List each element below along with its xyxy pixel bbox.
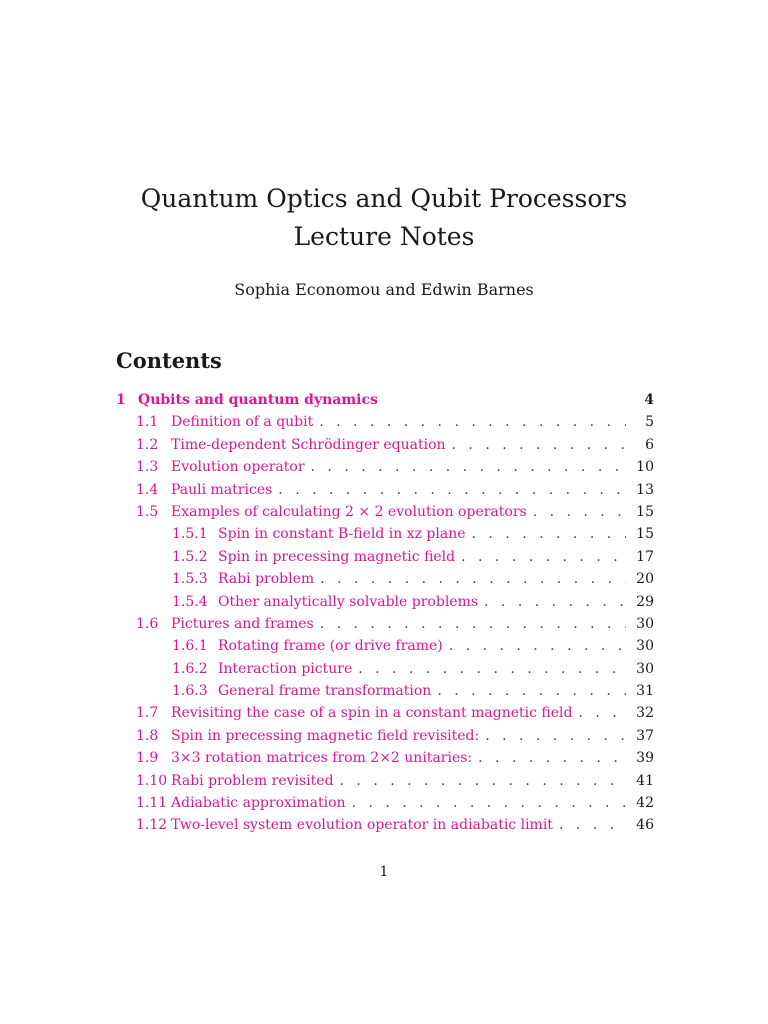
toc-entry-page[interactable]: 15 (636, 503, 654, 520)
toc-entry-page[interactable]: 46 (636, 817, 654, 834)
title-line-2: Lecture Notes (293, 222, 475, 251)
toc-entry-page[interactable]: 10 (636, 459, 654, 476)
toc-leader-dots (478, 750, 626, 766)
toc-entry-title[interactable]: Spin in precessing magnetic field revisited: (171, 727, 480, 744)
toc-entry-number: 1.5.3 (172, 571, 208, 588)
toc-entry-title[interactable]: General frame transformation (218, 683, 432, 700)
toc-leader-dots (461, 549, 626, 565)
toc-leader-dots (358, 661, 626, 677)
toc-entry-title[interactable]: Revisiting the case of a spin in a constant magnetic field (171, 705, 573, 722)
toc-entry-number: 1.11 (136, 795, 168, 812)
toc-entry-page[interactable]: 6 (645, 436, 654, 453)
toc-entry-1-1[interactable] (116, 414, 654, 436)
toc-entry-page[interactable]: 41 (636, 772, 654, 789)
toc-entry-page[interactable]: 4 (644, 392, 654, 408)
toc-entry-1-9[interactable] (116, 750, 654, 772)
toc-entry-page[interactable]: 15 (636, 526, 654, 543)
toc-entry-number: 1.8 (136, 727, 159, 744)
toc-entry-title[interactable]: Spin in precessing magnetic field (218, 548, 456, 565)
toc-leader-dots (278, 482, 626, 498)
table-of-contents (116, 392, 654, 840)
toc-entry-page[interactable]: 5 (645, 414, 654, 431)
toc-entry-title[interactable]: Qubits and quantum dynamics (138, 392, 378, 408)
toc-entry-number: 1.4 (136, 481, 159, 498)
toc-entry-title[interactable]: Definition of a qubit (171, 414, 314, 431)
toc-entry-1-3[interactable] (116, 459, 654, 481)
toc-entry-page[interactable]: 37 (636, 727, 654, 744)
toc-entry-page[interactable]: 30 (636, 638, 654, 655)
toc-entry-page[interactable]: 20 (636, 571, 654, 588)
toc-leader-dots (449, 638, 626, 654)
toc-entry-title[interactable]: Examples of calculating 2 × 2 evolution operators (171, 503, 527, 520)
toc-entry-title[interactable]: Spin in constant B-field in xz plane (218, 526, 466, 543)
toc-entry-page[interactable]: 31 (636, 683, 654, 700)
toc-entry-1-12[interactable] (116, 817, 654, 839)
toc-entry-title[interactable]: Time-dependent Schrödinger equation (171, 436, 446, 453)
toc-entry-1-8[interactable] (116, 728, 654, 750)
toc-entry-number: 1.6.2 (172, 660, 208, 677)
toc-entry-number: 1.5.1 (172, 526, 208, 543)
toc-entry-title[interactable]: Two-level system evolution operator in adiabatic limit (171, 817, 553, 834)
toc-entry-title[interactable]: Rotating frame (or drive frame) (218, 638, 443, 655)
toc-entry-title[interactable]: Rabi problem (218, 571, 315, 588)
toc-entry-1-5-3[interactable] (116, 571, 654, 593)
toc-entry-1-5-2[interactable] (116, 549, 654, 571)
toc-entry-1-5[interactable] (116, 504, 654, 526)
toc-entry-number: 1.7 (136, 705, 159, 722)
toc-leader-dots (340, 773, 626, 789)
toc-entry-number: 1.3 (136, 459, 159, 476)
toc-entry-title[interactable]: 3×3 rotation matrices from 2×2 unitaries: (171, 750, 473, 767)
toc-entry-title[interactable]: Adiabatic approximation (171, 795, 346, 812)
toc-entry-page[interactable]: 30 (636, 615, 654, 632)
toc-entry-page[interactable]: 29 (636, 593, 654, 610)
toc-entry-1-6[interactable] (116, 616, 654, 638)
contents-heading: Contents (116, 348, 222, 373)
toc-entry-1-5-1[interactable] (116, 526, 654, 548)
toc-leader-dots (320, 616, 626, 632)
toc-entry-page[interactable]: 17 (636, 548, 654, 565)
toc-entry-1-2[interactable] (116, 437, 654, 459)
document-title (0, 180, 768, 256)
toc-entry-page[interactable]: 32 (636, 705, 654, 722)
toc-entry-number: 1.5.2 (172, 548, 208, 565)
toc-entry-page[interactable]: 30 (636, 660, 654, 677)
toc-entry-1-6-3[interactable] (116, 683, 654, 705)
toc-entry-number: 1.2 (136, 436, 159, 453)
toc-entry-title[interactable]: Rabi problem revisited (171, 772, 334, 789)
toc-entry-1-6-1[interactable] (116, 638, 654, 660)
toc-leader-dots (352, 795, 626, 811)
toc-entry-1[interactable] (116, 392, 654, 414)
toc-entry-title[interactable]: Pauli matrices (171, 481, 273, 498)
toc-entry-1-6-2[interactable] (116, 661, 654, 683)
toc-entry-number: 1.6 (136, 615, 159, 632)
toc-leader-dots (319, 414, 626, 430)
toc-leader-dots (533, 504, 626, 520)
toc-entry-page[interactable]: 39 (636, 750, 654, 767)
toc-entry-number: 1.9 (136, 750, 159, 767)
toc-entry-1-7[interactable] (116, 705, 654, 727)
toc-entry-title[interactable]: Interaction picture (218, 660, 353, 677)
toc-entry-title[interactable]: Pictures and frames (171, 615, 314, 632)
toc-entry-1-11[interactable] (116, 795, 654, 817)
toc-entry-number: 1.1 (136, 414, 159, 431)
toc-entry-1-5-4[interactable] (116, 594, 654, 616)
toc-entry-title[interactable]: Other analytically solvable problems (218, 593, 479, 610)
toc-leader-dots (472, 526, 626, 542)
toc-leader-dots (484, 594, 626, 610)
toc-leader-dots (559, 817, 626, 833)
authors: Sophia Economou and Edwin Barnes (234, 280, 534, 299)
toc-entry-1-10[interactable] (116, 773, 654, 795)
toc-leader-dots (485, 728, 626, 744)
toc-entry-page[interactable]: 13 (636, 481, 654, 498)
toc-leader-dots (437, 683, 626, 699)
toc-entry-number: 1.12 (136, 817, 168, 834)
toc-entry-page[interactable]: 42 (636, 795, 654, 812)
toc-entry-number: 1.10 (136, 772, 168, 789)
toc-leader-dots (320, 571, 626, 587)
toc-leader-dots (578, 705, 626, 721)
toc-leader-dots (452, 437, 626, 453)
toc-entry-1-4[interactable] (116, 482, 654, 504)
page-number: 1 (379, 864, 389, 880)
toc-entry-title[interactable]: Evolution operator (171, 459, 305, 476)
title-line-1: Quantum Optics and Qubit Processors (140, 184, 628, 213)
toc-entry-number: 1.5.4 (172, 593, 208, 610)
toc-entry-number: 1 (116, 392, 126, 408)
toc-entry-number: 1.6.1 (172, 638, 208, 655)
toc-leader-dots (311, 459, 626, 475)
toc-entry-number: 1.5 (136, 503, 159, 520)
toc-entry-number: 1.6.3 (172, 683, 208, 700)
